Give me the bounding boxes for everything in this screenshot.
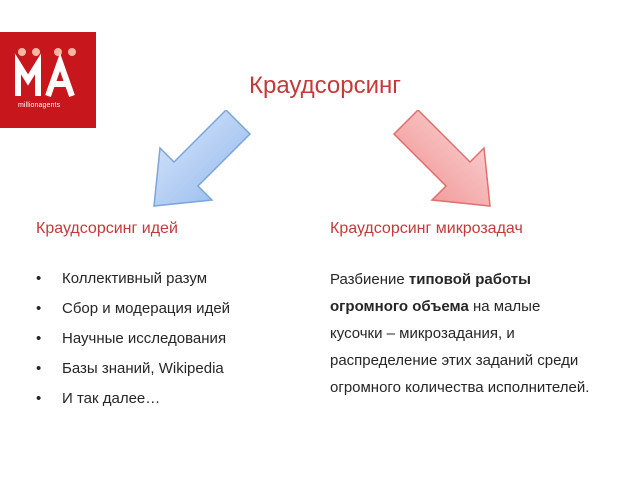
arrow-down-right-icon [384,110,494,210]
left-heading: Краудсорсинг идей [36,220,178,237]
list-item: • Коллективный разум [36,264,230,294]
list-item: • Научные исследования [36,324,230,354]
microtask-description [330,266,590,401]
right-heading: Краудсорсинг микрозадач [330,220,523,237]
logo-text-suffix: agents [38,102,61,109]
list-item: • Базы знаний, Wikipedia [36,354,230,384]
para-text-2: на малые кусочки – микрозадания, и распределение этих заданий среди огромного количества исполнителей. [330,298,590,396]
para-bold: типовой работы огромного объема [330,271,531,315]
page-title: Краудсорсинг [249,72,401,99]
ideas-list [36,264,230,414]
list-item: • И так далее… [36,384,230,414]
arrow-down-left-icon [150,110,260,210]
para-text-1: Разбиение [330,271,409,288]
logo-text-prefix: million [18,102,39,109]
list-item: • Сбор и модерация идей [36,294,230,324]
logo-text [18,102,60,109]
